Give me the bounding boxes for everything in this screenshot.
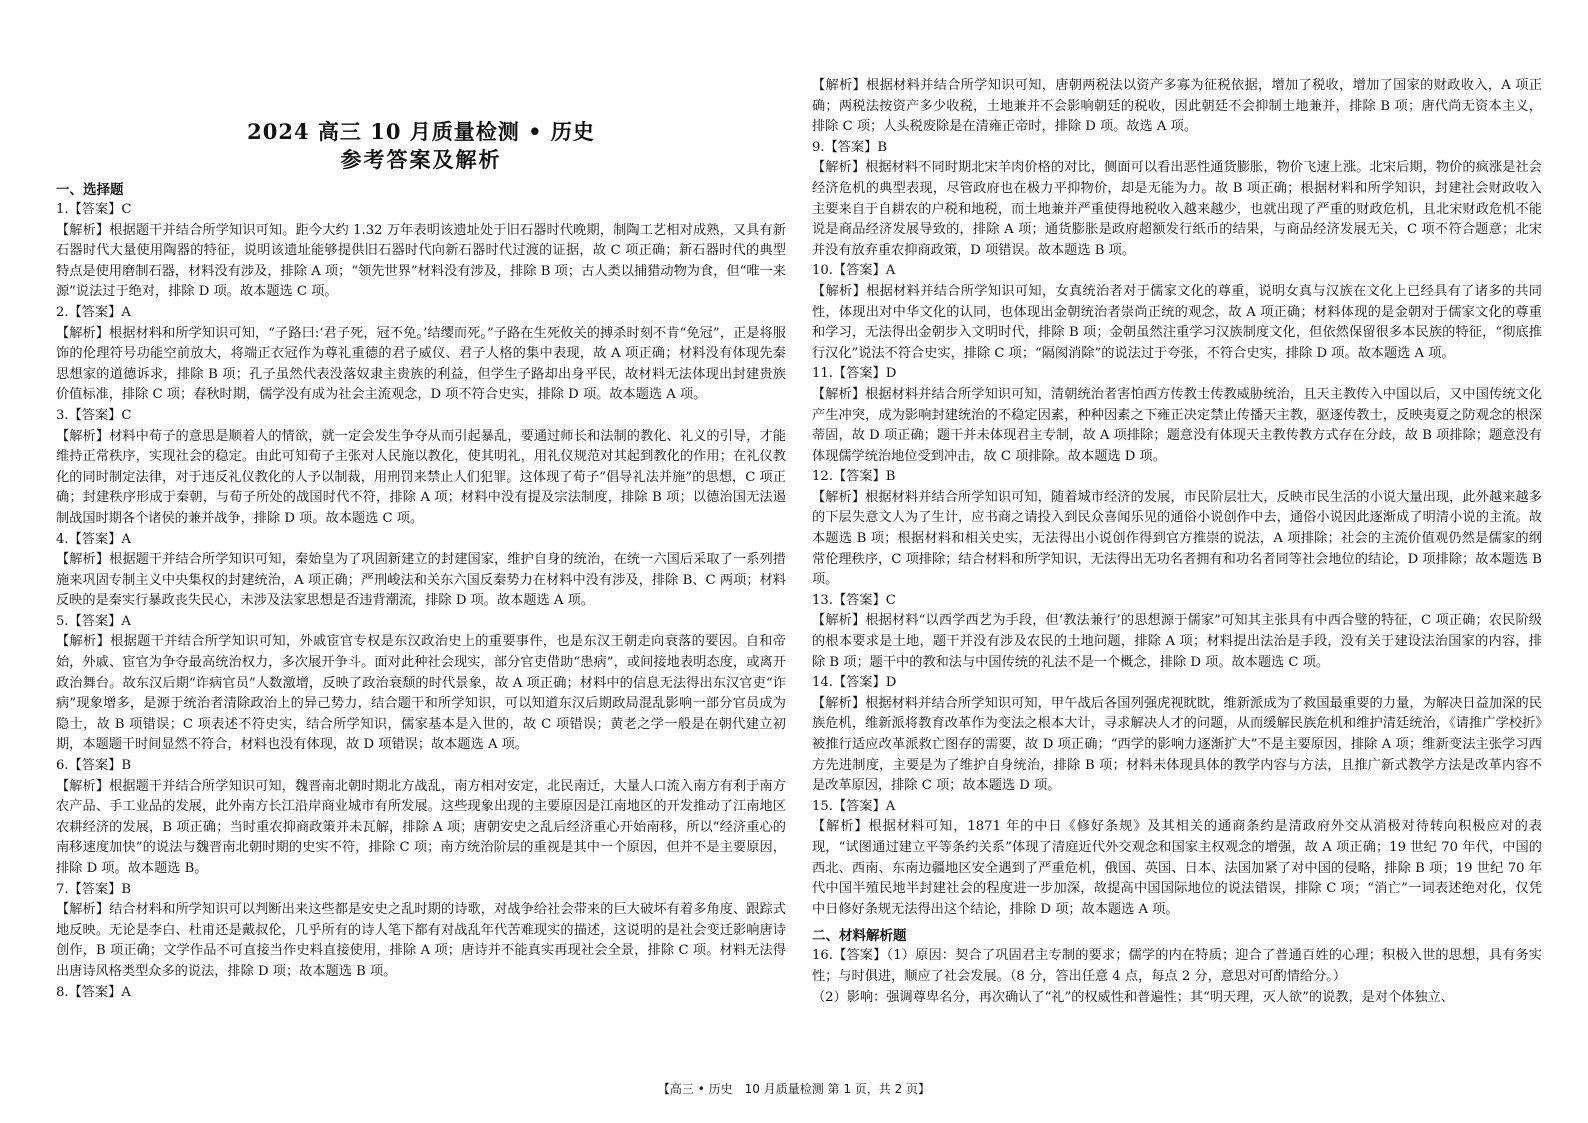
q11-analysis: 【解析】根据材料并结合所学知识可知，清朝统治者害怕西方传教士传教威胁统治，且天主教传入中国以后，又中国传统文化产生冲突，成为影响封建统治的不稳定因素，种种因素之下雍正决定禁止传播天主教，驱逐传教士，反映夷夏之防观念的根深蒂固，故 D 项正确；题干并未体现君主专制，故 A 项排除；题意没有体现天主教传教方式存在分歧，故 B 项排除；题意没有体现儒学统治地位受到冲击，故 C 项排除。故本题选 D 项。 bbox=[812, 386, 1542, 464]
q13-answer: 13.【答案】C bbox=[812, 592, 896, 608]
q10-answer: 10.【答案】A bbox=[812, 263, 896, 279]
section-heading-material: 二、材料解析题 bbox=[812, 928, 907, 945]
q9-analysis: 【解析】根据材料不同时期北宋羊肉价格的对比，侧面可以看出恶性通货膨胀，物价飞速上涨。北宋后期，物价的疯涨是社会经济危机的典型表现，尽管政府也在极力平抑物价，却是无能为力。故 B 项正确；根据材料和所学知识，封建社会财政收入主要来自于自耕农的户税和地税，而土地兼并严重使得地税收入越来越少，也就出现了严重的财政危机，且北宋财政危机不能说是商品经济发展导致的，排除 A 项；通货膨胀是政府超额发行纸币的结果，与商品经济发展无关，C 项不符合题意；北宋并没有放弃重农抑商政策，D 项错误。故本题选 B 项。 bbox=[812, 160, 1542, 258]
q12-analysis: 【解析】根据材料并结合所学知识可知，随着城市经济的发展，市民阶层壮大，反映市民生活的小说大量出现，此外越来越多的下层失意文人为了生计，应书商之请投入到民众喜闻乐见的通俗小说创作中去，通俗小说因此逐渐成了明清小说的主流。故本题选 B 项；根据材料和相关史实，无法得出小说创作得到官方推崇的说法，A 项排除；社会的主流价值观仍然是儒家的纲常伦理秩序，C 项排除；结合材料和所学知识，无法得出无功名者拥有和功名者同等社会地位的结论，D 项排除；故本题选 B 项。 bbox=[812, 489, 1542, 588]
q4-answer: 4.【答案】A bbox=[56, 531, 131, 547]
q12-answer: 12.【答案】B bbox=[812, 469, 896, 485]
q11-answer: 11.【答案】D bbox=[812, 366, 897, 382]
q5-analysis: 【解析】根据题干并结合所学知识可知，外戚宦官专权是东汉政治史上的重要事件，也是东汉王朝走向衰落的要因。自和帝始，外戚、宦官为争夺最高统治权力，多次展开争斗。面对此种社会现实，部分官吏借助“患病”，或间接地表明态度，或离开政治舞台。故东汉后期“诈病官员”人数激增，反映了政治衰颓的时代景象，故 A 项正确；材料中的信息无法得出东汉官吏“诈病”现象增多，是源于统治者清除政治上的异己势力，结合题干和所学知识，可以知道东汉后期政局混乱影响一部分官员成为隐士，故 B 项错误；C 项表述不符史实，结合所学知识，儒家基本是入世的，故 C 项错误；黄老之学一般是在朝代建立初期，本题题干时间显然不符合，材料也没有体现，故 D 项错误；故本题选 A 项。 bbox=[56, 634, 786, 753]
q3-analysis: 【解析】材料中荀子的意思是顺着人的情欲，就一定会发生争夺从而引起暴乱，要通过师长和法制的教化、礼义的引导，才能维持正常秩序，实现社会的稳定。由此可知荀子主张对人民施以教化，使其明礼，用礼仪规范对其起到教化的作用；在礼仪教化的同时制定法律，对于违反礼仪教化的人予以制裁，用刑罚来禁止人们犯罪。这体现了荀子“倡导礼法并施”的思想，C 项正确；封建秩序形成于秦朝，与荀子所处的战国时代不符，排除 A 项；材料中没有提及宗法制度，排除 B 项；以德治国无法遏制战国时期各个诸侯的兼并战争，排除 D 项。故本题选 C 项。 bbox=[56, 428, 786, 526]
title-block bbox=[56, 118, 786, 174]
page-title: 2024 高三 10 月质量检测 • 历史 bbox=[247, 119, 595, 144]
q2-analysis: 【解析】根据材料和所学知识可知，“子路曰:‘君子死，冠不免。’结缨而死。”子路在生死攸关的搏杀时刻不肯“免冠”，正是将服饰的伦理符号功能空前放大，将端正衣冠作为尊礼重德的君子威仪、君子人格的集中表现，故 A 项正确；材料没有体现先秦思想家的道德诉求，排除 B 项；孔子虽然代表没落奴隶主贵族的利益，但学生子路却出身平民，故材料无法体现出封建贵族价值标准，排除 C 项；春秋时期，儒学没有成为社会主流观念，D 项不符合史实，排除 D 项。故本题选 A 项。 bbox=[56, 325, 786, 403]
right-column bbox=[812, 0, 1542, 1008]
left-column bbox=[56, 0, 786, 1003]
q14-analysis: 【解析】根据材料并结合所学知识可知，甲午战后各国列强虎视眈眈，维新派成为了救国最重要的力量，为解决日益加深的民族危机，维新派将教育改革作为变法之根本大计，寻求解决人才的问题，从而缓解民族危机和维护清廷统治，《请推广学校折》被推行适应改革派救亡图存的需要，故 D 项正确；“西学的影响力逐渐扩大”不是主要原因，排除 A 项；维新变法主张学习西方先进制度，主要是为了维护自身统治，排除 B 项；材料未体现具体的教学内容与方法，且推广新式教学方法是改革内容不是改革原因，排除 C 项；故本题选 D 项。 bbox=[812, 695, 1542, 794]
q1-answer: 1.【答案】C bbox=[56, 202, 132, 217]
q16-part1: 16.【答案】（1）原因：契合了巩固君主专制的要求；儒学的内在特质；迎合了普通百姓的心理；积极入世的思想，具有务实性；与时俱进，顺应了社会发展。（8 分，答出任意 4 点，每点 2 分，意思对可酌情给分。） bbox=[812, 948, 1542, 984]
q15-analysis: 【解析】根据材料可知，1871 年的中日《修好条规》及其相关的通商条约是清政府外交从消极对待转向积极应对的表现，“试图通过建立平等条约关系”体现了清庭近代外交观念和国家主权观念的增强，故 A 项正确；19 世纪 70 年代，中国的西北、西南、东南边疆地区安全遇到了严重危机，俄国、英国、日本、法国加紧了对中国的侵略，排除 B 项；19 世纪 70 年代中国半殖民地半封建社会的程度进一步加深，故提高中国国际地位的说法错误，排除 C 项；“消亡”一词表述绝对化，仅凭中日修好条规无法得出这个结论，排除 D 项；故本题选 A 项。 bbox=[812, 819, 1542, 917]
q3-answer: 3.【答案】C bbox=[56, 407, 132, 423]
q7-analysis: 【解析】结合材料和所学知识可以判断出来这些都是安史之乱时期的诗歌，对战争给社会带来的巨大破坏有着多角度、跟踪式地反映。无论是李白、杜甫还是戴叔伦，几乎所有的诗人笔下都有对战乱年代苦难现实的描述，这说明的是社会变迁影响唐诗创作，B 项正确；文学作品不可直接当作史料直接使用，排除 A 项；唐诗并不能真实再现社会全景，排除 C 项。材料无法得出唐诗风格类型众多的说法，排除 D 项；故本题选 B 项。 bbox=[56, 902, 786, 979]
q15-answer: 15.【答案】A bbox=[812, 798, 896, 814]
q4-analysis: 【解析】根据题干并结合所学知识可知，秦始皇为了巩固新建立的封建国家，维护自身的统治，在统一六国后采取了一系列措施来巩固专制主义中央集权的封建统治，A 项正确；严刑峻法和关东六国反秦势力在材料中没有涉及，排除 B、C 两项；材料反映的是秦实行暴政丧失民心，未涉及法家思想是否违背潮流，排除 D 项。故本题选 A 项。 bbox=[56, 552, 786, 609]
q10-analysis: 【解析】根据材料并结合所学知识可知，女真统治者对于儒家文化的尊重，说明女真与汉族在文化上已经具有了诸多的共同性，体现出对中华文化的认同，也体现出金朝统治者崇尚正统的观念，故 A 项正确；材料体现的是金朝对于儒家文化的尊重和学习，无法得出金朝步入文明时代，排除 B 项；金朝虽然注重学习汉族制度文化，但依然保留很多本民族的特征，“彻底推行汉化”说法不符合史实，排除 C 项；“隔阂消除”的说法过于夸张，不符合史实，排除 D 项。故本题选 A 项。 bbox=[812, 283, 1542, 361]
q6-analysis: 【解析】根据题干并结合所学知识可知，魏晋南北朝时期北方战乱，南方相对安定，北民南迁，大量人口流入南方有利于南方农产品、手工业品的发展，此外南方长江沿岸商业城市有所发展。这些现象出现的主要原因是江南地区的开发推动了江南地区农耕经济的发展，B 项正确；当时重农抑商政策并未瓦解，排除 A 项；唐朝安史之乱后经济重心开始南移，所以“经济重心的南移速度加快”的说法与魏晋南北朝时期的史实不符，排除 C 项；南方统治阶层的重视是其中一个原因，但并不是主要原因，排除 D 项。故本题选 B。 bbox=[56, 778, 786, 876]
section-heading-choice: 一、选择题 bbox=[56, 182, 124, 198]
q16-part2: （2）影响：强调尊卑名分，再次确认了“礼”的权威性和普遍性；其“明天理，灭人欲”的说教，是对个体独立、 bbox=[812, 989, 1454, 1005]
q5-answer: 5.【答案】A bbox=[56, 613, 131, 629]
page-subtitle: 参考答案及解析 bbox=[340, 147, 502, 172]
q2-answer: 2.【答案】A bbox=[56, 304, 131, 320]
q8-analysis: 【解析】根据材料并结合所学知识可知，唐朝两税法以资产多寡为征税依据，增加了税收，增加了国家的财政收入，A 项正确；两税法按资产多少收税，土地兼并不会影响朝廷的税收，因此朝廷不会抑制土地兼并，排除 B 项；唐代尚无资本主义，排除 C 项；人头税废除是在清雍正帝时，排除 D 项。故选 A 项。 bbox=[812, 78, 1542, 135]
q13-analysis: 【解析】根据材料“以西学西艺为手段，但‘教法兼行’的思想源于儒家”可知其主张具有中西合璧的特征，C 项正确；农民阶级的根本要求是土地，题干并没有涉及农民的土地问题，排除 A 项；材料提出法治是手段，没有关于建设法治国家的内容，排除 B 项；题干中的教和法与中国传统的礼法不是一个概念，排除 D 项。故本题选 C 项。 bbox=[812, 613, 1542, 670]
q9-answer: 9.【答案】B bbox=[812, 139, 888, 155]
page-footer: 【高三 • 历史 10 月质量检测 第 1 页，共 2 页】 bbox=[657, 1082, 931, 1096]
q14-answer: 14.【答案】D bbox=[812, 675, 897, 691]
q1-analysis: 【解析】根据题干并结合所学知识可知。距今大约 1.32 万年表明该遗址处于旧石器时代晚期，制陶工艺相对成熟，又具有新石器时代大量使用陶器的特征，说明该遗址能够提供旧石器时代向新石器时代过渡的证据，故 C 项正确；新石器时代的典型特点是使用磨制石器，材料没有涉及，排除 A 项；“领先世界”材料没有涉及，排除 B 项；古人类以捕猎动物为食，但“唯一来源”说法过于绝对，排除 D 项。故本题选 C 项。 bbox=[56, 222, 786, 300]
q7-answer: 7.【答案】B bbox=[56, 881, 132, 897]
q6-answer: 6.【答案】B bbox=[56, 758, 132, 774]
q8-answer: 8.【答案】A bbox=[56, 984, 131, 1000]
